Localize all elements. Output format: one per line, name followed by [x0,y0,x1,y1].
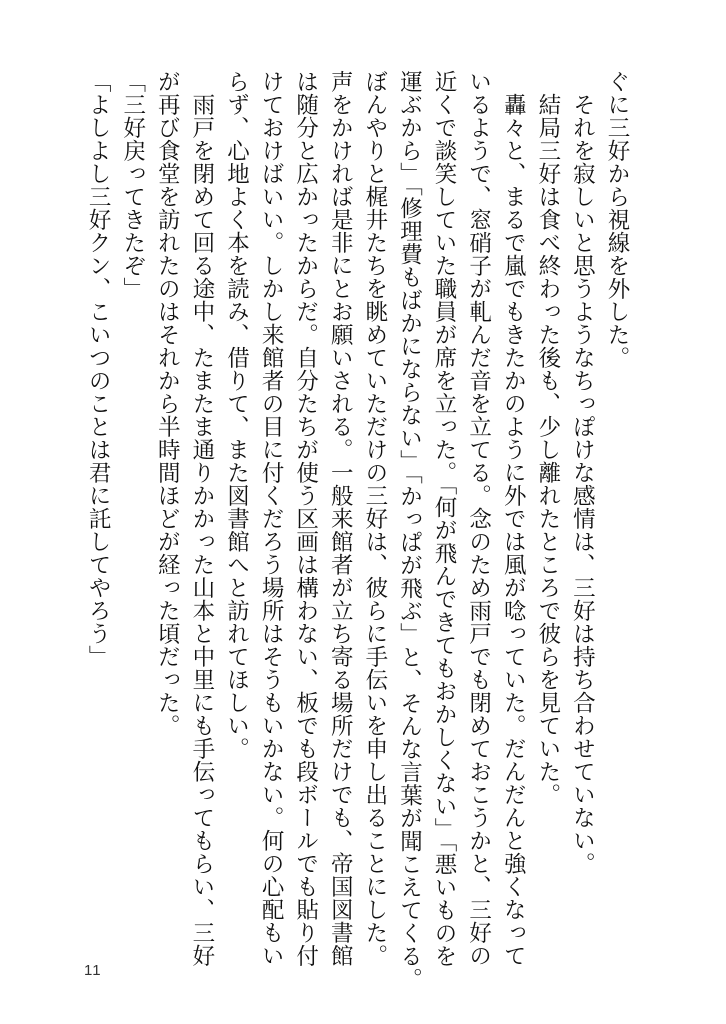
text-line: 雨戸を閉めて回る途中、たまたま通りかかった山本と中里にも手伝ってもらい、三好 [188,70,215,967]
page-number: 11 [84,962,102,979]
text-line: 「よしよし三好クン、こいつのことは君に託してやろう」 [85,70,112,668]
text-line: けておけばいい。しかし来館者の目に付くだろう場所はそうもいかない。何の心配もい [258,70,285,967]
text-line: いるようで、窓硝子が軋んだ音を立てる。念のため雨戸でも閉めておこうかと、三好の [465,70,492,967]
text-line: 運ぶから」「修理費もばかにならない」「かっぱが飛ぶ」と、そんな言葉が聞こえてくる。 [396,70,423,991]
text-line: が再び食堂を訪れたのはそれから半時間ほどが経った頃だった。 [154,70,181,737]
text-line: 「三好戻ってきたぞ」 [119,70,146,300]
text-line: 声をかければ是非にとお願いされる。一般来館者が立ち寄る場所だけでも、帝国図書館 [327,70,354,967]
text-line: ぐに三好から視線を外した。 [604,70,630,369]
text-line: らず、心地よく本を読み、借りて、また図書館へと訪れてほしい。 [223,70,250,760]
text-line: それを寂しいと思うようなちっぽけな感情は、三好は持ち合わせていない。 [569,70,596,875]
text-line: 轟々と、まるで嵐でもきたかのように外では風が唸っていた。だんだんと強くなって [500,70,527,967]
text-line: 結局三好は食べ終わった後も、少し離れたところで彼らを見ていた。 [534,70,561,806]
text-line: ぼんやりと梶井たちを眺めていただけの三好は、彼らに手伝いを申し出ることにした。 [361,70,388,967]
text-line: は随分と広かったからだ。自分たちが使う区画は構わない、板でも段ボールでも貼り付 [292,70,319,967]
text-line: 近くで談笑していた職員が席を立った。「何が飛んできてもおかしくない」「悪いものを [431,70,458,968]
